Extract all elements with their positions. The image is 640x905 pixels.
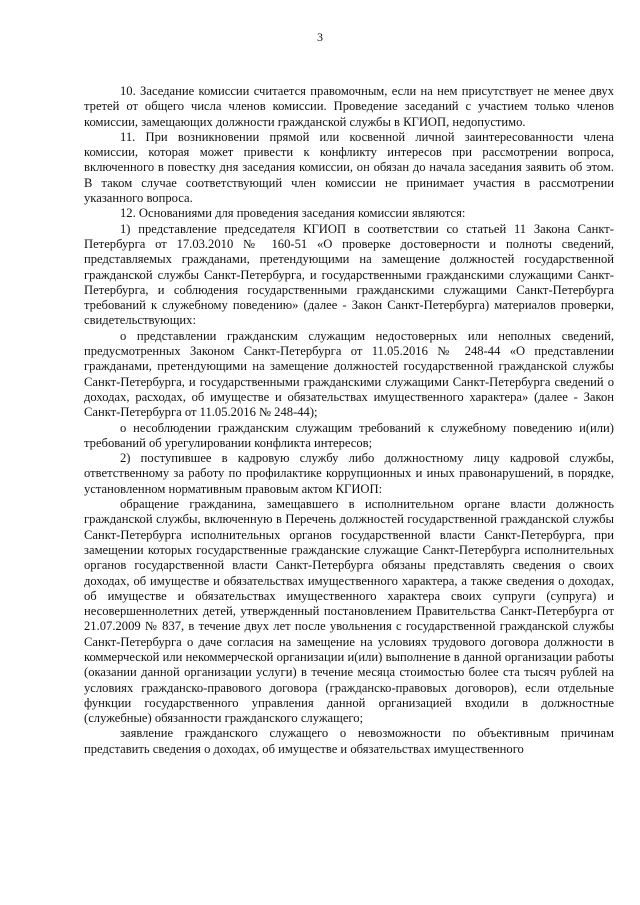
paragraph-non-compliance: о несоблюдении гражданским служащим требований к служебному поведению и(или) требований об урегулировании конфликта интересов; bbox=[84, 420, 614, 450]
paragraph-10-quorum: 10. Заседание комиссии считается правомочным, если на нем присутствует не менее двух третей от общего числа членов комиссии. Проведение заседаний с участием только членов комиссии, замещающих должности гражданской службы в КГИОП, недопустимо. bbox=[84, 84, 614, 129]
paragraph-12-item-1: 1) представление председателя КГИОП в соответствии со статьей 11 Закона Санкт-Петербурга от 17.03.2010 № 160-51 «О проверке достоверности и полноты сведений, представляемых гражданами, претендующими на замещение должностей государственной гражданской службы Санкт-Петербурга, и государственными гражданскими служащими Санкт-Петербурга, и соблюдения государственными гражданскими служащими Санкт-Петербурга требований к служебному поведению» (далее - Закон Санкт-Петербурга) материалов проверки, свидетельствующих: bbox=[84, 221, 614, 328]
paragraph-citizen-appeal: обращение гражданина, замещавшего в исполнительном органе власти должность гражданской службы, включенную в Перечень должностей государственной гражданской службы Санкт-Петербурга исполнительных органов государственной власти Санкт-Петербурга, при замещении которых государственные гражданские служащие Санкт-Петербурга исполнительных органов государственной власти Санкт-Петербурга обязаны представлять сведения о своих доходах, об имуществе и обязательствах имущественного характера, а также сведения о доходах, об имуществе и обязательствах имущественного характера своих супруги (супруга) и несовершеннолетних детей, утвержденный постановлением Правительства Санкт-Петербурга от 21.07.2009 № 837, в течение двух лет после увольнения с государственной гражданской службы Санкт-Петербурга о даче согласия на замещение на условиях трудового договора должности в коммерческой или некоммерческой организации и(или) выполнение в данной организации работы (оказании данной организации услуги) в течение месяца стоимостью более ста тысяч рублей на условиях гражданско-правового договора (гражданско-правовых договоров), если отдельные функции государственного управления данной организацией входили в должностные (служебные) обязанности гражданского служащего; bbox=[84, 497, 614, 726]
page-number: 3 bbox=[317, 30, 323, 44]
paragraph-inaccurate-information: о представлении гражданским служащим недостоверных или неполных сведений, предусмотренных Законом Санкт-Петербурга от 11.05.2016 № 248-44 «О представлении гражданами, претендующими на замещение должностей государственной гражданской службы Санкт-Петербурга, и государственными гражданскими служащими Санкт-Петербурга сведений о доходах, расходах, об имуществе и обязательствах имущественного характера» (далее - Закон Санкт-Петербурга от 11.05.2016 № 248-44); bbox=[84, 328, 614, 420]
paragraph-11-conflict-of-interest: 11. При возникновении прямой или косвенной личной заинтересованности члена комиссии, которая может привести к конфликту интересов при рассмотрении вопроса, включенного в повестку дня заседания комиссии, он обязан до начала заседания заявить об этом. В таком случае соответствующий член комиссии не принимает участия в рассмотрении указанного вопроса. bbox=[84, 129, 614, 206]
paragraph-12-grounds-heading: 12. Основаниями для проведения заседания комиссии являются: bbox=[120, 206, 466, 221]
paragraph-12-item-2: 2) поступившее в кадровую службу либо должностному лицу кадровой службы, ответственному за работу по профилактике коррупционных и иных правонарушений, в порядке, установленном нормативным правовым актом КГИОП: bbox=[84, 451, 614, 496]
paragraph-employee-statement: заявление гражданского служащего о невозможности по объективным причинам представить сведения о доходах, об имуществе и обязательствах имущественного bbox=[84, 726, 614, 756]
document-body bbox=[84, 84, 614, 757]
